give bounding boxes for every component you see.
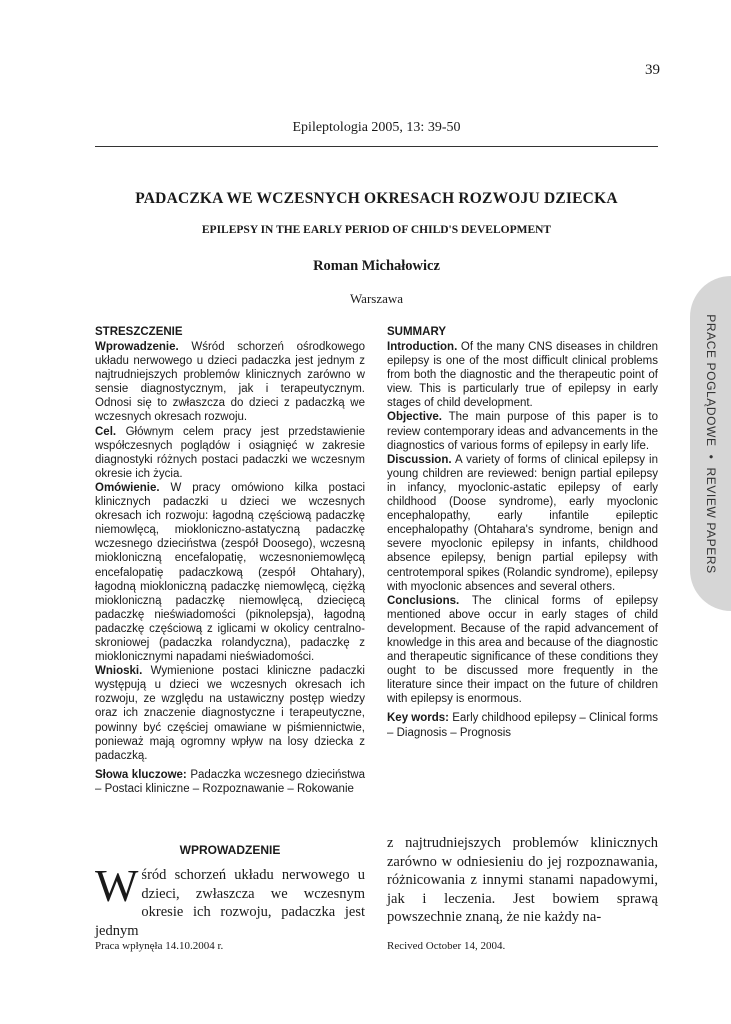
received-date-polish: Praca wpłynęła 14.10.2004 r. [95,940,224,952]
page-number: 39 [645,62,660,78]
drop-cap: W [95,860,139,911]
summary-objective: Objective. The main purpose of this paper is to review contemporary ideas and advancements in the diagnostics of various forms of epilepsy in early life. [387,411,658,452]
intro-body-left: Wśród schorzeń układu nerwowego u dzieci, zwłaszcza we wczesnym okresie ich rozwoju, padaczka jest jednym [95,860,365,939]
summary-intro: Introduction. Of the many CNS diseases in children epilepsy is one of the most difficult clinical problems from both the diagnostic and the therapeutic point of view. This is particularly true of epilepsy in early stages of child development. [387,341,658,410]
summary-heading: SUMMARY [387,326,446,338]
streszczenie-heading: STRESZCZENIE [95,326,183,338]
streszczenie-omowienie: Omówienie. W pracy omówiono kilka postaci klinicznych padaczki u dzieci we wczesnych okresach ich rozwoju: łagodną częściową padaczkę niemowlęcą, miokloniczno-astatyczną padaczkę wczesnego dzieciństwa (zespół Doosego), wczesną miokloniczną encefalopatię, wczesnoniemowlęcą encefalopatię padaczkową (zespół Ohtahary), łagodną miokloniczną padaczkę niemowlęcą, ciężką miokloniczną padaczkę niemowlęcą, dziecięcą padaczkę nieświadomości (piknolepsja), łagodną padaczkę częściową z iglicami w okolicy centralno-skroniowej (padaczka rolandyczna), padaczkę z mioklonicznymi napadami nieświadomości. [95,481,365,664]
abstract-english [387,325,658,740]
side-tab-label: PRACE POGLĄDOWE•REVIEW PAPERS [703,313,718,574]
abstract-polish [95,325,365,796]
streszczenie-keywords: Słowa kluczowe: Padaczka wczesnego dzieciństwa – Postaci kliniczne – Rozpoznawanie – Rokowanie [95,768,365,795]
article-title: PADACZKA WE WCZESNYCH OKRESACH ROZWOJU DZIECKA [135,190,618,207]
streszczenie-cel: Cel. Głównym celem pracy jest przedstawienie współczesnych poglądów i osiągnięć w zakresie diagnostyki różnych postaci padaczki we wczesnym okresie ich życia. [95,425,365,480]
streszczenie-intro: Wprowadzenie. Wśród schorzeń ośrodkowego układu nerwowego u dzieci padaczka jest jednym z najtrudniejszych problemów klinicznych zarówno w sensie diagnostycznym, jak i terapeutycznym. Odnosi się to zwłaszcza do dzieci z padaczką we wczesnych okresach rozwoju. [95,341,365,424]
section-side-tab [690,276,731,611]
intro-body-right: z najtrudniejszych problemów klinicznych zarówno w odniesieniu do jej rozpoznawania, różnicowania z innymi stanami napadowymi, jak i leczenia. Jest bowiem sprawą powszechnie znaną, że nie każdy na- [387,835,658,926]
summary-keywords: Key words: Early childhood epilepsy – Clinical forms – Diagnosis – Prognosis [387,712,659,739]
journal-citation: Epileptologia 2005, 13: 39-50 [292,120,461,135]
summary-conclusions: Conclusions. The clinical forms of epilepsy mentioned above occur in early stages of child development. Because of the rapid advancement of knowledge in this area and because of the diagnostic and therapeutic significance of these conditions they ought to be discussed more frequently in the literature since their impact on the future of children with epilepsy is enormous. [387,594,658,706]
article-subtitle: EPILEPSY IN THE EARLY PERIOD OF CHILD'S DEVELOPMENT [201,224,552,236]
streszczenie-wnioski: Wnioski. Wymienione postaci kliniczne padaczki występują u dzieci we wczesnych okresach ich rozwoju, ze względu na ustawiczny postęp wiedzy oraz ich znaczenie diagnostyczne i terapeutyczne, powinny być częściej omawiane w piśmiennictwie, ponieważ mają ogromny wpływ na losy dziecka z padaczką. [95,665,365,762]
author: Roman Michałowicz [313,258,440,274]
wprowadzenie-heading: WPROWADZENIE [179,843,281,857]
summary-discussion: Discussion. A variety of forms of clinical epilepsy in young children are reviewed: benign partial epilepsy in infancy, myoclonic-astatic epilepsy of early childhood (Doose syndrome), early myoclonic encephalopathy, early infantile epileptic encephalopathy (Ohtahara's syndrome, benign and severe myoclonic epilepsy in infants, childhood absence epilepsy, benign partial epilepsy with centrotemporal spikes (Rolandic syndrome), epilepsy with myoclonic absences and several others. [387,453,658,593]
header-rule [95,146,658,147]
affiliation: Warszawa [349,291,404,306]
received-date-english: Recived October 14, 2004. [387,940,506,952]
